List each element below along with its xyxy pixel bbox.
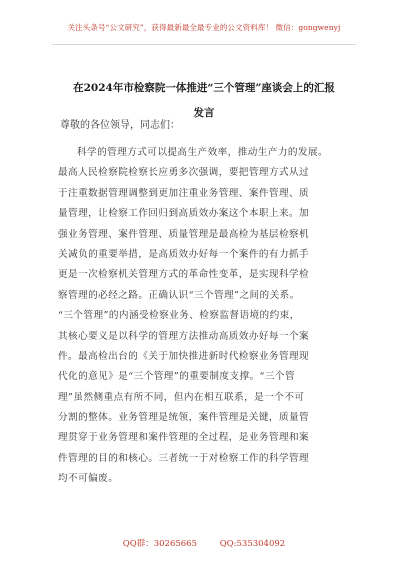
- header-divider: [52, 44, 356, 45]
- body-line: 量管理，让检察工作回归到高质效办案这个本职上来。加: [58, 208, 310, 220]
- body-line: 代化的意见》是“三个管理”的重要制度支撑。“三个管: [58, 371, 296, 383]
- body-line: 理”虽然侧重点有所不同，但内在相互联系，是一个不可: [58, 391, 305, 403]
- salutation: 尊敬的各位领导，同志们：: [60, 120, 180, 131]
- body-line: 于注重数据管理调整到更加注重业务管理、案件管理、质: [58, 187, 310, 199]
- footer-qq: QQ:535304092: [219, 539, 286, 549]
- header-notice: 关注头条号“公文研究”，获得最新最全最专业的公文资料库！ 微信：gongwenyj: [67, 23, 341, 32]
- body-line: 件。最高检出台的《关于加快推进新时代检察业务管理现: [58, 350, 310, 362]
- body-line: 最高人民检察院检察长应勇多次强调，要把管理方式从过: [58, 167, 310, 179]
- body-line: 察管理的必经之路。正确认识“三个管理”之间的关系。: [58, 289, 300, 301]
- body-line: 科学的管理方式可以提高生产效率，推动生产力的发展。: [77, 147, 329, 158]
- body-line: “三个管理”的内涵受检察业务、检察监督语境的约束，: [58, 310, 300, 322]
- body-paragraph: [58, 143, 358, 490]
- body-line: 关减负的重要举措，是高质效办好每一个案件的有力抓手: [58, 248, 310, 260]
- footer-contact: [0, 537, 408, 549]
- body-line: 分割的整体。业务管理是统领，案件管理是关键，质量管: [58, 412, 310, 424]
- body-line: 理贯穿于业务管理和案件管理的全过程，是业务管理和案: [58, 432, 310, 444]
- body-line: 均不可偏废。: [58, 473, 119, 485]
- body-line: 件管理的目的和核心。三者统一于对检察工作的科学管理: [58, 452, 310, 464]
- footer-qq-group: QQ群：30265665: [122, 539, 197, 549]
- body-line: 其核心要义是以科学的管理方法推动高质效办好每一个案: [58, 330, 310, 342]
- document-title-line-1: 在2024年市检察院一体推进“三个管理”座谈会上的汇报: [73, 82, 335, 94]
- body-line: 更是一次检察机关管理方式的革命性变革，是实现科学检: [58, 269, 310, 281]
- body-line: 强业务管理、案件管理、质量管理是最高检为基层检察机: [58, 228, 310, 240]
- document-title-line-2: 发言: [193, 107, 215, 119]
